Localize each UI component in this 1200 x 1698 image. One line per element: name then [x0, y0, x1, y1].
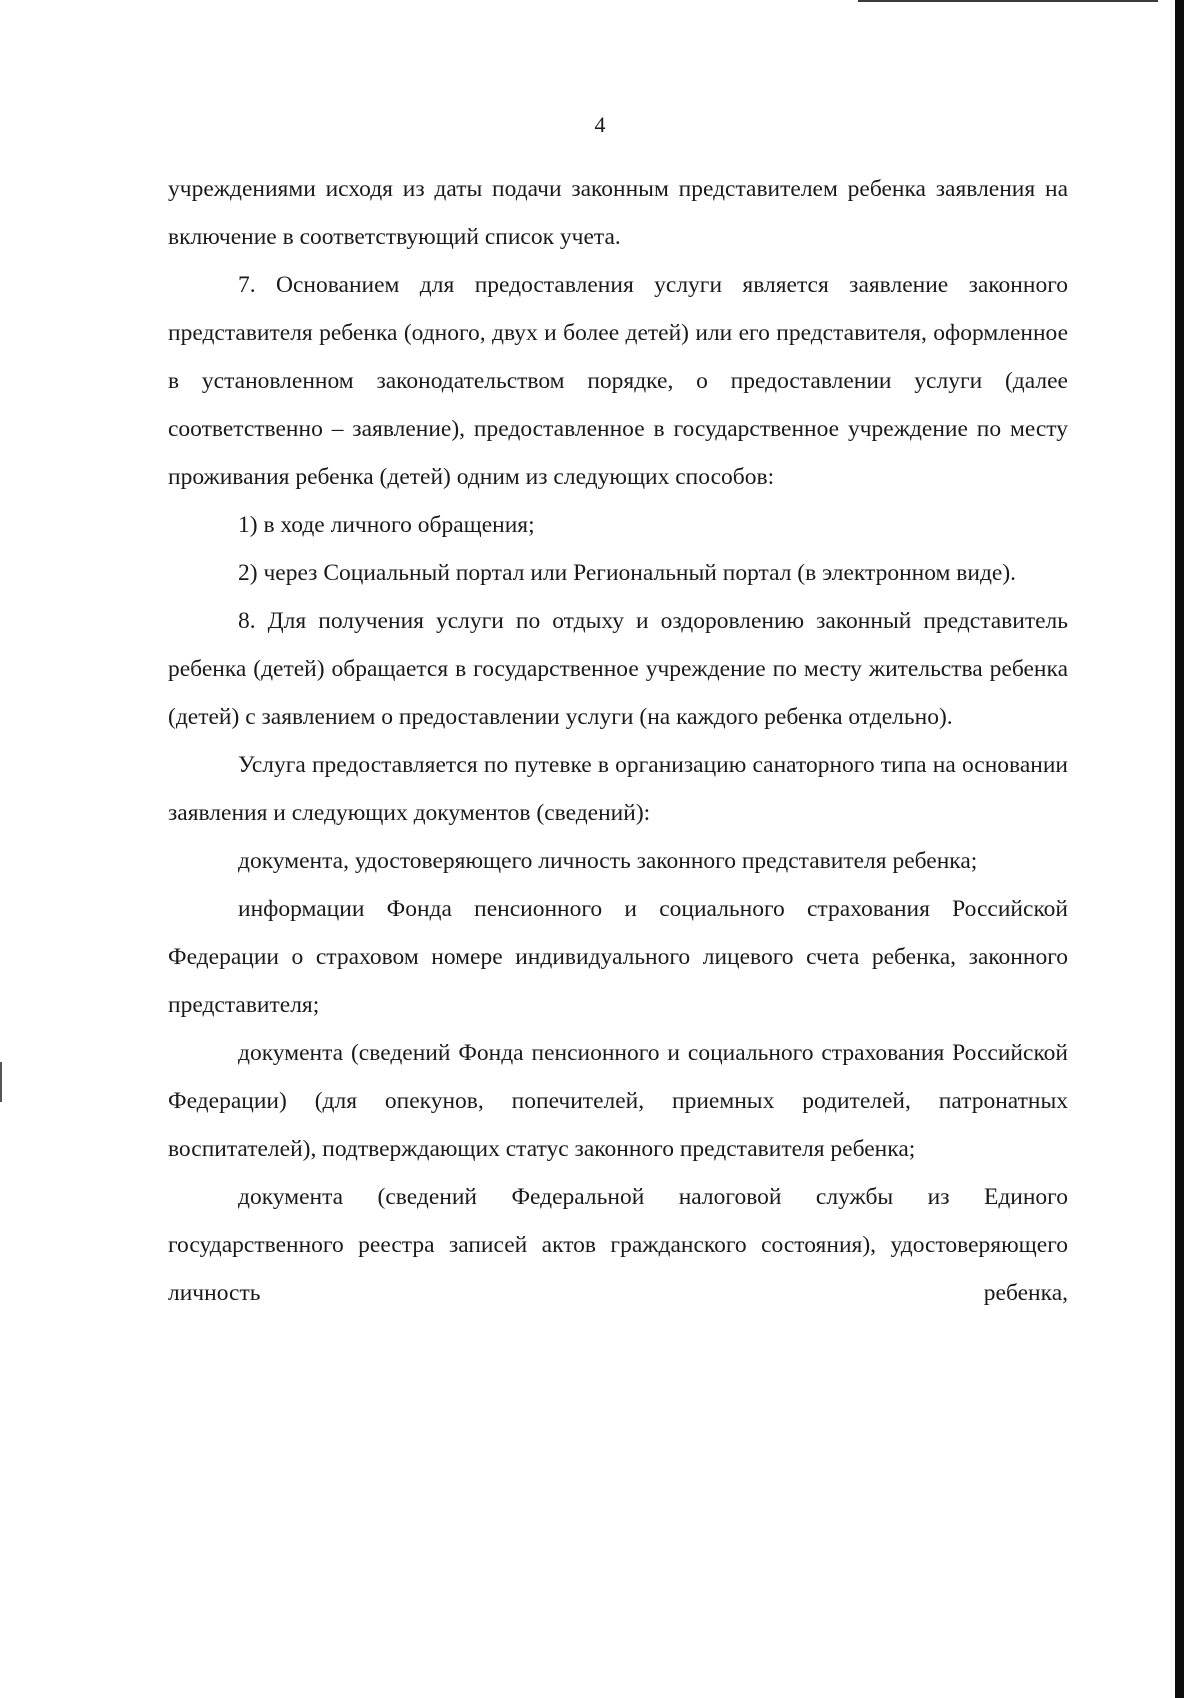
paragraph-doc-child-identity: документа (сведений Федеральной налоговой службы из Единого государственного реестра записей актов гражданского состояния), удостоверяющего личность ребенка, [168, 1184, 1068, 1306]
paragraph-continuation: учреждениями исходя из даты подачи законным представителем ребенка заявления на включение в соответствующий список учета. [168, 176, 1068, 250]
paragraph-doc-snils: информации Фонда пенсионного и социального страхования Российской Федерации о страховом номере индивидуального лицевого счета ребенка, законного представителя; [168, 896, 1068, 1018]
paragraph-subitem-2: 2) через Социальный портал или Региональный портал (в электронном виде). [238, 560, 1017, 586]
paragraph-subitem-1: 1) в ходе личного обращения; [238, 512, 535, 538]
paragraph-service-basis: Услуга предоставляется по путевке в организацию санаторного типа на основании заявления и следующих документов (сведений): [168, 752, 1068, 826]
paragraph-doc-guardian-status: документа (сведений Фонда пенсионного и социального страхования Российской Федерации) (для опекунов, попечителей, приемных родителей, патронатных воспитателей), подтверждающих статус законного представителя ребенка; [168, 1040, 1068, 1162]
scan-edge-top [858, 0, 1158, 2]
scan-edge-right [1175, 0, 1184, 1698]
page-number: 4 [594, 112, 606, 137]
paragraph-item-7: 7. Основанием для предоставления услуги является заявление законного представителя ребенка (одного, двух и более детей) или его представителя, оформленное в установленном законодательством порядке, о предоставлении услуги (далее соответственно – заявление), предоставленное в государственное учреждение по месту проживания ребенка (детей) одним из следующих способов: [168, 272, 1068, 490]
paragraph-doc-identity: документа, удостоверяющего личность законного представителя ребенка; [238, 848, 978, 874]
document-body [168, 165, 1068, 1317]
paragraph-item-8: 8. Для получения услуги по отдыху и оздоровлению законный представитель ребенка (детей) обращается в государственное учреждение по месту жительства ребенка (детей) с заявлением о предоставлении услуги (на каждого ребенка отдельно). [168, 608, 1068, 730]
scan-mark-left [0, 1062, 2, 1102]
